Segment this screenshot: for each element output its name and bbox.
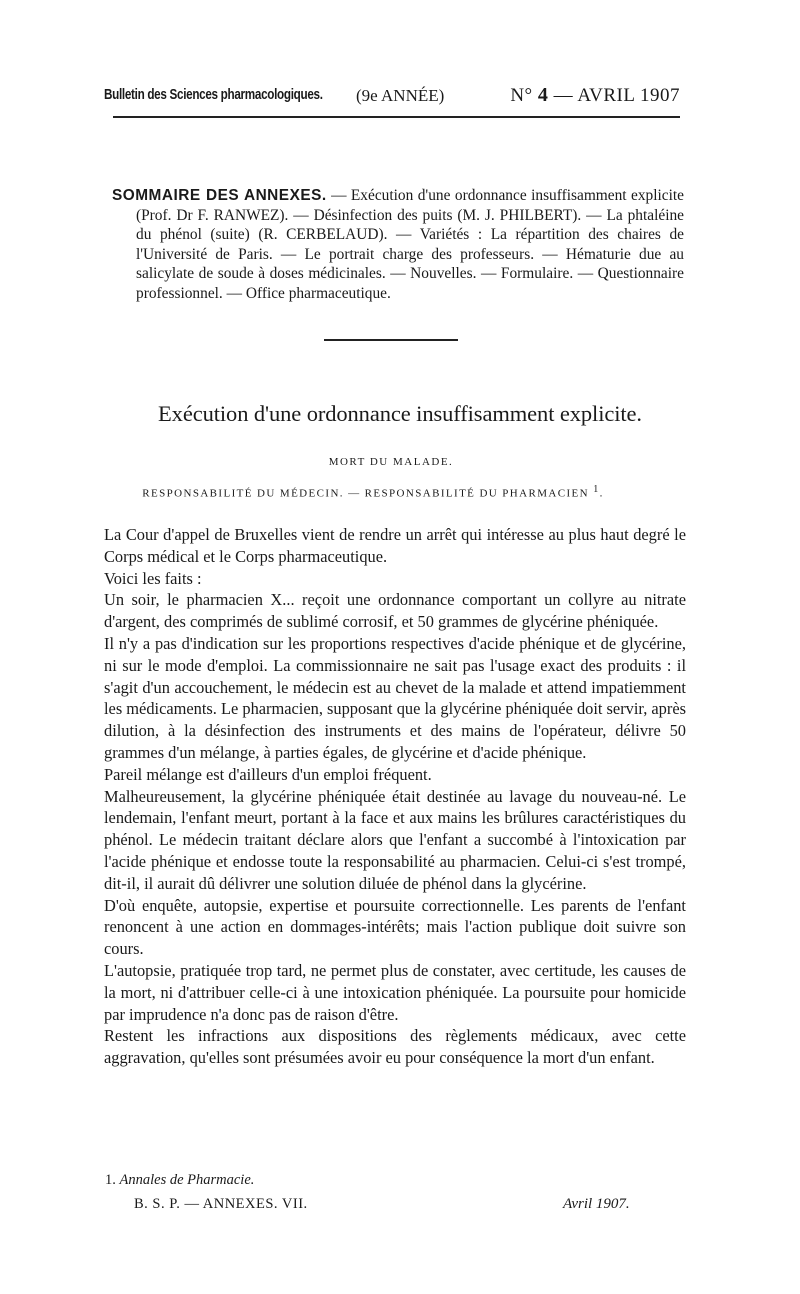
footnote-marker: 1 (593, 484, 600, 495)
paragraph: La Cour d'appel de Bruxelles vient de rendre un arrêt qui intéresse au plus haut degré le Corps médical et le Corps pharmaceutique. (104, 525, 686, 566)
issue-prefix: N° (510, 85, 538, 106)
footer-signature: B. S. P. — ANNEXES. VII. (134, 1196, 308, 1212)
footnote (105, 1172, 254, 1189)
issue-date: — AVRIL 1907 (548, 85, 680, 106)
running-header (104, 84, 680, 108)
article-title: Exécution d'une ordonnance insuffisamment explicite. (158, 401, 642, 426)
summary-text: — Exécution d'une ordonnance insuffisamment explicite (Prof. Dr F. RANWEZ). — Désinfection des puits (M. J. PHILBERT). — La phtaléine du phénol (suite) (R. CERBELAUD). — Variétés : La répartition des chaires de l'Université de Paris. — Le portrait charge des professeurs. — Hématurie due au salicylate de soude à doses médicinales. — Nouvelles. — Formulaire. — Questionnaire professionnel. — Office pharmaceutique. (136, 187, 684, 302)
paragraph: Malheureusement, la glycérine phéniquée était destinée au lavage du nouveau-né. Le lendemain, l'enfant meurt, portant à la face et aux mains les brûlures caractéristiques du phénol. Le médecin traitant déclare alors que l'enfant a succombé à l'intoxication par l'acide phénique et endosse toute la responsabilité au pharmacien. Celui-ci s'est trompé, dit-il, il aurait dû délivrer une solution diluée de phénol dans la glycérine. (104, 786, 686, 893)
article-subtitle-2-text: RESPONSABILITÉ DU MÉDECIN. — RESPONSABILITÉ DU PHARMACIEN (142, 487, 590, 500)
journal-year: (9e ANNÉE) (356, 86, 445, 105)
header-rule (113, 116, 680, 118)
paragraph: Pareil mélange est d'ailleurs d'un emploi fréquent. (104, 764, 432, 784)
section-divider (324, 339, 458, 341)
paragraph: Restent les infractions aux dispositions des règlements médicaux, avec cette aggravation, qu'elles sont présumées avoir eu pour conséquence la mort d'un enfant. (104, 1026, 686, 1068)
article-body (104, 524, 686, 1069)
footnote-number: 1. (105, 1172, 120, 1188)
issue-number: 4 (537, 84, 549, 106)
article-subtitle-2: RESPONSABILITÉ DU MÉDECIN. — RESPONSABILITÉ DU PHARMACIEN $^1$. (142, 484, 604, 500)
footnote-text: Annales de Pharmacie. (119, 1172, 255, 1188)
journal-title: Bulletin des Sciences pharmacologiques. (104, 86, 323, 103)
article-subtitle-1: MORT DU MALADE. (328, 456, 454, 468)
paragraph: Il n'y a pas d'indication sur les proportions respectives d'acide phénique et de glycérine, ni sur le mode d'emploi. La commissionnaire ne sait pas l'usage exact des produits : il s'agit d'un accouchement, le médecin est au chevet de la malade et attend impatiemment les médicaments. Le pharmacien, supposant que la glycérine phéniquée doit servir, après dilution, à la désinfection des instruments et des mains de l'opérateur, délivre 50 grammes d'un mélange, à parties égales, de glycérine et d'acide phénique. (104, 633, 686, 762)
paragraph: Un soir, le pharmacien X... reçoit une ordonnance comportant un collyre au nitrate d'argent, des comprimés de sublimé corrosif, et 50 grammes de glycérine phéniquée. (104, 590, 686, 632)
summary-lead: SOMMAIRE DES ANNEXES. (112, 187, 327, 204)
paragraph: Voici les faits : (104, 568, 202, 588)
annex-summary (112, 186, 684, 303)
footer-date: Avril 1907. (563, 1196, 630, 1212)
issue-info (510, 84, 680, 107)
paragraph: L'autopsie, pratiquée trop tard, ne permet plus de constater, avec certitude, les causes de la mort, ni d'attribuer celle-ci à une intoxication phéniquée. La poursuite pour homicide par imprudence n'a donc pas de raison d'être. (104, 960, 686, 1024)
paragraph: D'où enquête, autopsie, expertise et poursuite correctionnelle. Les parents de l'enfant renoncent à une action en dommages-intérêts; mais l'action publique doit suivre son cours. (104, 895, 686, 959)
